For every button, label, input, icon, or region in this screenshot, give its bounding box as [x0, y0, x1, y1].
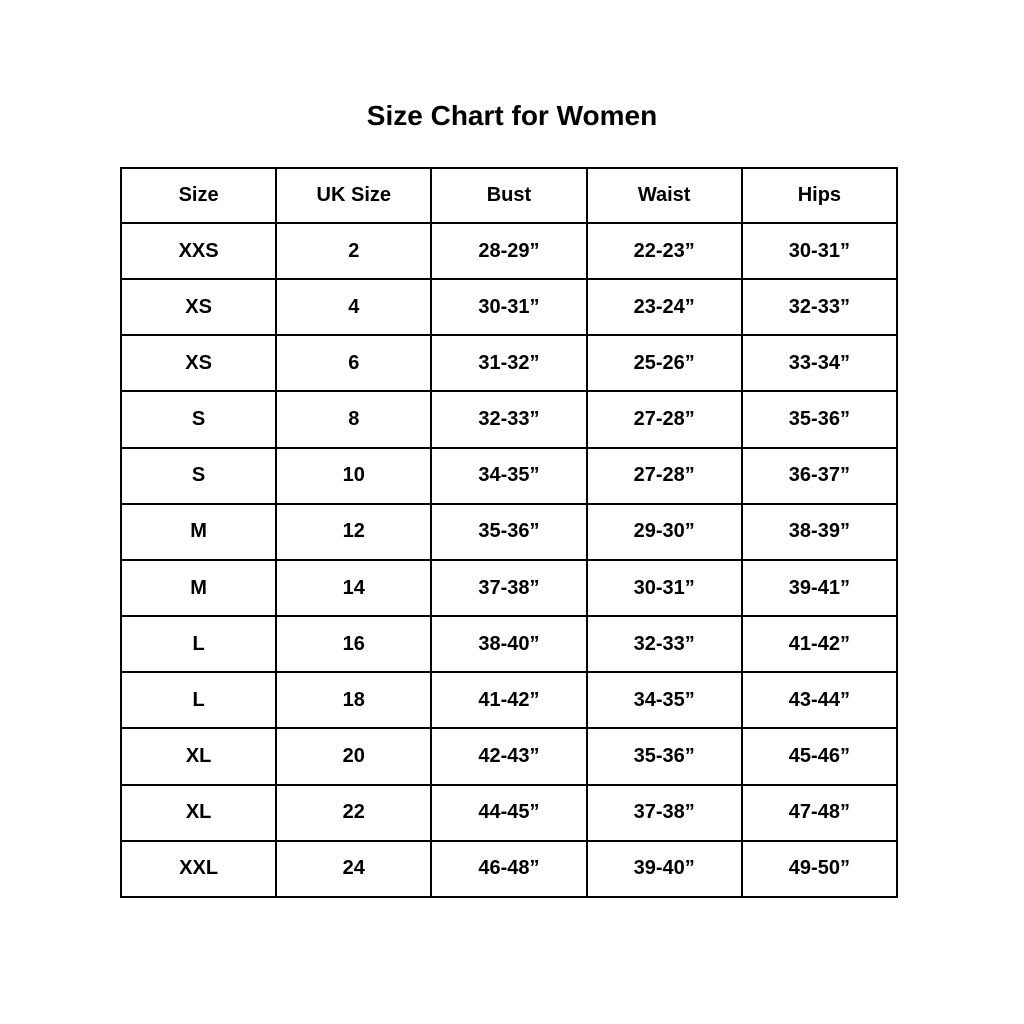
column-header-waist: Waist [587, 168, 742, 223]
table-cell: 6 [276, 335, 431, 391]
table-cell: 37-38” [431, 560, 586, 616]
table-row [121, 391, 897, 447]
table-cell: 34-35” [587, 672, 742, 728]
table-cell: 2 [276, 223, 431, 279]
table-cell: 47-48” [742, 785, 897, 841]
table-row [121, 728, 897, 784]
table-header [121, 168, 897, 223]
table-cell: 49-50” [742, 841, 897, 897]
table-cell: 42-43” [431, 728, 586, 784]
column-header-uk-size: UK Size [276, 168, 431, 223]
table-cell: 24 [276, 841, 431, 897]
size-chart-table [120, 167, 898, 898]
page-title: Size Chart for Women [366, 100, 658, 131]
table-cell: 18 [276, 672, 431, 728]
table-cell: 32-33” [587, 616, 742, 672]
table-cell: 37-38” [587, 785, 742, 841]
table-cell: XS [121, 335, 276, 391]
table-cell: 41-42” [742, 616, 897, 672]
table-cell: S [121, 391, 276, 447]
table-cell: XL [121, 785, 276, 841]
table-cell: 30-31” [742, 223, 897, 279]
table-cell: 43-44” [742, 672, 897, 728]
table-cell: 4 [276, 279, 431, 335]
header-row [121, 168, 897, 223]
table-row [121, 616, 897, 672]
table-cell: 27-28” [587, 448, 742, 504]
table-cell: 46-48” [431, 841, 586, 897]
table-cell: 23-24” [587, 279, 742, 335]
table-cell: 30-31” [431, 279, 586, 335]
table-cell: 31-32” [431, 335, 586, 391]
table-cell: XL [121, 728, 276, 784]
table-cell: 28-29” [431, 223, 586, 279]
table-cell: XXL [121, 841, 276, 897]
table-cell: 38-39” [742, 504, 897, 560]
table-cell: 33-34” [742, 335, 897, 391]
table-cell: XS [121, 279, 276, 335]
table-cell: 44-45” [431, 785, 586, 841]
table-row [121, 335, 897, 391]
table-cell: 39-41” [742, 560, 897, 616]
table-cell: 12 [276, 504, 431, 560]
table-row [121, 223, 897, 279]
table-cell: 22-23” [587, 223, 742, 279]
table-cell: 38-40” [431, 616, 586, 672]
table-cell: 32-33” [431, 391, 586, 447]
table-cell: S [121, 448, 276, 504]
table-cell: 25-26” [587, 335, 742, 391]
table-cell: 20 [276, 728, 431, 784]
table-cell: 39-40” [587, 841, 742, 897]
table-cell: 16 [276, 616, 431, 672]
table-row [121, 841, 897, 897]
table-cell: 27-28” [587, 391, 742, 447]
table-cell: 32-33” [742, 279, 897, 335]
table-cell: M [121, 504, 276, 560]
table-cell: 30-31” [587, 560, 742, 616]
table-row [121, 279, 897, 335]
table-row [121, 785, 897, 841]
table-row [121, 672, 897, 728]
table-cell: M [121, 560, 276, 616]
table-cell: 22 [276, 785, 431, 841]
table-cell: 34-35” [431, 448, 586, 504]
table-cell: 45-46” [742, 728, 897, 784]
table-cell: 41-42” [431, 672, 586, 728]
table-cell: 10 [276, 448, 431, 504]
table-body [121, 223, 897, 897]
table-row [121, 504, 897, 560]
column-header-bust: Bust [431, 168, 586, 223]
table-cell: 35-36” [742, 391, 897, 447]
table-cell: XXS [121, 223, 276, 279]
column-header-size: Size [121, 168, 276, 223]
table-cell: L [121, 672, 276, 728]
table-cell: 8 [276, 391, 431, 447]
table-cell: L [121, 616, 276, 672]
table-row [121, 560, 897, 616]
table-cell: 29-30” [587, 504, 742, 560]
table-cell: 35-36” [431, 504, 586, 560]
table-row [121, 448, 897, 504]
table-cell: 36-37” [742, 448, 897, 504]
table-cell: 35-36” [587, 728, 742, 784]
column-header-hips: Hips [742, 168, 897, 223]
table-cell: 14 [276, 560, 431, 616]
